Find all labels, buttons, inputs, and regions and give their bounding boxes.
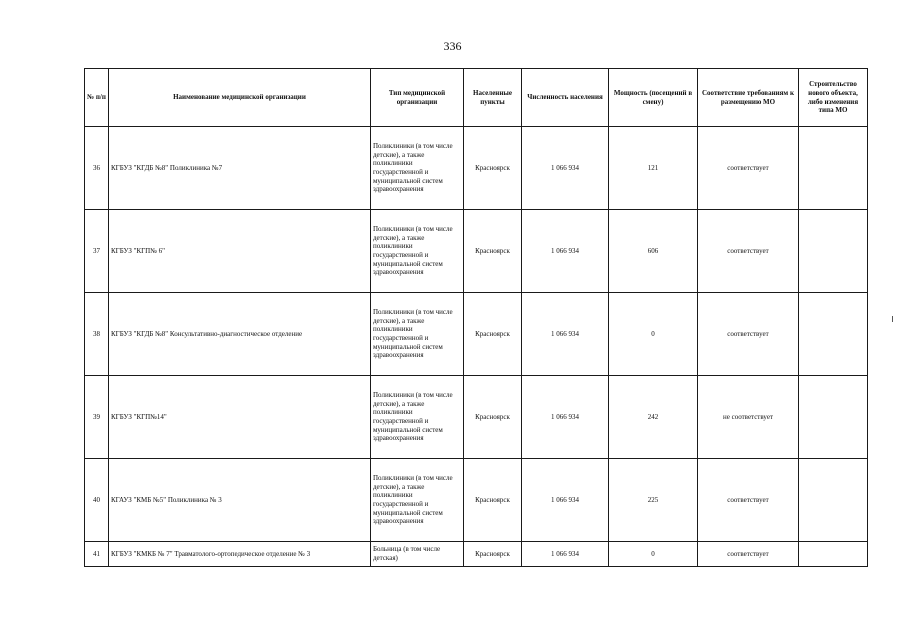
cell-capacity: 0 xyxy=(609,293,698,376)
medical-organizations-table xyxy=(84,68,868,567)
cell-population: 1 066 934 xyxy=(522,459,609,542)
cell-capacity: 225 xyxy=(609,459,698,542)
cell-population: 1 066 934 xyxy=(522,293,609,376)
header-num: № п/п xyxy=(85,69,109,127)
table-row xyxy=(85,210,868,293)
header-compliance: Соответствие требованиям к размещению МО xyxy=(698,69,799,127)
cell-name: КГАУЗ "КМБ №5" Поликлиника № 3 xyxy=(109,459,371,542)
scan-artifact-mark xyxy=(892,316,893,322)
cell-town: Красноярск xyxy=(464,127,522,210)
cell-population: 1 066 934 xyxy=(522,376,609,459)
cell-num: 38 xyxy=(85,293,109,376)
cell-town: Красноярск xyxy=(464,542,522,567)
cell-population: 1 066 934 xyxy=(522,542,609,567)
cell-type: Поликлиники (в том числе детские), а также поликлиники государственной и муниципальной систем здравоохранения xyxy=(371,210,464,293)
table-row xyxy=(85,376,868,459)
cell-num: 41 xyxy=(85,542,109,567)
cell-name: КГБУЗ "КГП№14" xyxy=(109,376,371,459)
table-header-row xyxy=(85,69,868,127)
cell-town: Красноярск xyxy=(464,459,522,542)
header-capacity: Мощность (посещений в смену) xyxy=(609,69,698,127)
header-construction: Строительство нового объекта, либо изменения типа МО xyxy=(799,69,868,127)
cell-population: 1 066 934 xyxy=(522,127,609,210)
header-town: Населенные пункты xyxy=(464,69,522,127)
header-name: Наименование медицинской организации xyxy=(109,69,371,127)
table-row xyxy=(85,127,868,210)
cell-capacity: 242 xyxy=(609,376,698,459)
cell-num: 36 xyxy=(85,127,109,210)
cell-compliance: соответствует xyxy=(698,127,799,210)
cell-construction xyxy=(799,210,868,293)
cell-type: Поликлиники (в том числе детские), а также поликлиники государственной и муниципальной систем здравоохранения xyxy=(371,293,464,376)
cell-construction xyxy=(799,376,868,459)
cell-population: 1 066 934 xyxy=(522,210,609,293)
cell-capacity: 606 xyxy=(609,210,698,293)
cell-compliance: соответствует xyxy=(698,210,799,293)
header-population: Численность населения xyxy=(522,69,609,127)
cell-capacity: 121 xyxy=(609,127,698,210)
cell-name: КГБУЗ "КГДБ №8" Консультативно-диагностическое отделение xyxy=(109,293,371,376)
cell-compliance: соответствует xyxy=(698,459,799,542)
cell-num: 40 xyxy=(85,459,109,542)
cell-capacity: 0 xyxy=(609,542,698,567)
cell-construction xyxy=(799,542,868,567)
table-row xyxy=(85,293,868,376)
cell-type: Поликлиники (в том числе детские), а также поликлиники государственной и муниципальной систем здравоохранения xyxy=(371,459,464,542)
cell-num: 39 xyxy=(85,376,109,459)
cell-town: Красноярск xyxy=(464,293,522,376)
table-row xyxy=(85,542,868,567)
header-type: Тип медицинской организации xyxy=(371,69,464,127)
cell-type: Поликлиники (в том числе детские), а также поликлиники государственной и муниципальной систем здравоохранения xyxy=(371,376,464,459)
table-row xyxy=(85,459,868,542)
cell-name: КГБУЗ "КГП№ 6" xyxy=(109,210,371,293)
cell-num: 37 xyxy=(85,210,109,293)
cell-town: Красноярск xyxy=(464,210,522,293)
cell-town: Красноярск xyxy=(464,376,522,459)
cell-compliance: соответствует xyxy=(698,542,799,567)
cell-type: Больница (в том числе детская) xyxy=(371,542,464,567)
cell-name: КГБУЗ "КГДБ №8" Поликлиника №7 xyxy=(109,127,371,210)
page-number: 336 xyxy=(443,39,462,53)
cell-type: Поликлиники (в том числе детские), а также поликлиники государственной и муниципальной систем здравоохранения xyxy=(371,127,464,210)
cell-construction xyxy=(799,459,868,542)
cell-name: КГБУЗ "КМКБ № 7" Травматолого-ортопедическое отделение № 3 xyxy=(109,542,371,567)
cell-construction xyxy=(799,127,868,210)
cell-compliance: соответствует xyxy=(698,293,799,376)
cell-construction xyxy=(799,293,868,376)
cell-compliance: не соответствует xyxy=(698,376,799,459)
